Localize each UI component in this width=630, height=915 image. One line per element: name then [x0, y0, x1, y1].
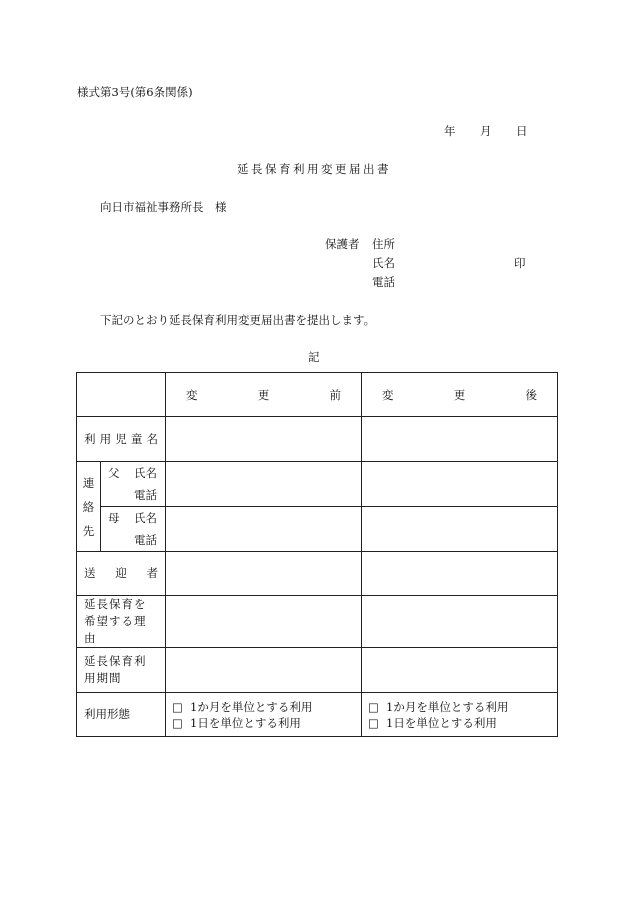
usage-after-monthly-option[interactable]	[368, 699, 557, 715]
option-label: 1日を単位とする利用	[190, 715, 301, 730]
father-phone-label: 電話	[134, 488, 157, 502]
usage-label: 利用形態	[77, 693, 166, 737]
date-day-label: 日	[516, 124, 528, 138]
option-label: 1か月を単位とする利用	[386, 699, 509, 714]
label-char: 用	[99, 431, 112, 446]
child-name-label	[77, 417, 166, 462]
header-row	[77, 373, 558, 417]
mother-before-field[interactable]	[166, 507, 362, 552]
contact-char: 連	[82, 475, 95, 490]
usage-after-options	[362, 693, 558, 737]
mother-relation: 母	[108, 511, 120, 525]
contact-label	[77, 462, 101, 552]
label-char: 者	[146, 566, 158, 580]
before-header	[166, 373, 362, 417]
after-char: 後	[525, 387, 537, 402]
applicant-role: 保護者	[325, 237, 360, 251]
reason-label: 延長保育を希望する理由	[77, 596, 166, 648]
usage-before-daily-option[interactable]	[172, 715, 361, 731]
pickup-label	[77, 552, 166, 596]
label-char: 迎	[115, 566, 127, 580]
usage-before-options	[166, 693, 362, 737]
before-char: 前	[329, 387, 341, 402]
child-name-after-field[interactable]	[362, 417, 558, 462]
father-label	[101, 462, 166, 507]
child-name-before-field[interactable]	[166, 417, 362, 462]
father-relation: 父	[108, 466, 120, 480]
label-char: 童	[130, 431, 143, 446]
checkbox-icon[interactable]: □	[368, 715, 379, 730]
contact-char: 先	[82, 523, 95, 538]
mother-label	[101, 507, 166, 552]
mother-after-field[interactable]	[362, 507, 558, 552]
ki-label: 記	[308, 350, 320, 364]
reason-after-field[interactable]	[362, 596, 558, 648]
checkbox-icon[interactable]: □	[172, 699, 183, 714]
after-char: 変	[382, 387, 394, 402]
after-header	[362, 373, 558, 417]
period-after-field[interactable]	[362, 648, 558, 693]
header-corner-cell	[77, 373, 166, 417]
date-month-label: 月	[480, 124, 492, 138]
father-name-label: 氏名	[134, 466, 157, 480]
pickup-after-field[interactable]	[362, 552, 558, 596]
after-char: 更	[453, 387, 466, 402]
contact-char: 絡	[82, 499, 95, 514]
usage-before-monthly-option[interactable]	[172, 699, 361, 715]
date-year-label: 年	[444, 124, 456, 138]
label-char: 児	[115, 431, 127, 446]
applicant-address-label: 住所	[372, 237, 395, 251]
label-char: 送	[84, 566, 96, 580]
addressee: 向日市福祉事務所長 様	[100, 200, 227, 214]
label-char: 名	[146, 431, 158, 446]
label-char: 利	[84, 431, 96, 446]
applicant-name-label: 氏名	[372, 256, 395, 270]
pickup-before-field[interactable]	[166, 552, 362, 596]
usage-row	[77, 693, 558, 737]
reason-before-field[interactable]	[166, 596, 362, 648]
checkbox-icon[interactable]: □	[368, 699, 379, 714]
applicant-phone-label: 電話	[372, 275, 395, 289]
period-label: 延長保育利用期間	[77, 648, 166, 693]
period-before-field[interactable]	[166, 648, 362, 693]
period-row	[77, 648, 558, 693]
reason-row	[77, 596, 558, 648]
pickup-row	[77, 552, 558, 596]
option-label: 1日を単位とする利用	[386, 715, 497, 730]
form-table	[76, 372, 558, 737]
mother-name-label: 氏名	[134, 511, 157, 525]
child-name-row	[77, 417, 558, 462]
before-char: 変	[186, 387, 198, 402]
document-title: 延長保育利用変更届出書	[237, 162, 391, 176]
seal-mark: 印	[514, 256, 526, 270]
father-after-field[interactable]	[362, 462, 558, 507]
checkbox-icon[interactable]: □	[172, 715, 183, 730]
usage-after-daily-option[interactable]	[368, 715, 557, 731]
before-char: 更	[257, 387, 270, 402]
mother-phone-label: 電話	[134, 533, 157, 547]
father-before-field[interactable]	[166, 462, 362, 507]
father-row	[77, 462, 558, 507]
form-number: 様式第3号(第6条関係)	[77, 85, 193, 99]
mother-row	[77, 507, 558, 552]
option-label: 1か月を単位とする利用	[190, 699, 313, 714]
statement: 下記のとおり延長保育利用変更届出書を提出します。	[100, 313, 376, 327]
